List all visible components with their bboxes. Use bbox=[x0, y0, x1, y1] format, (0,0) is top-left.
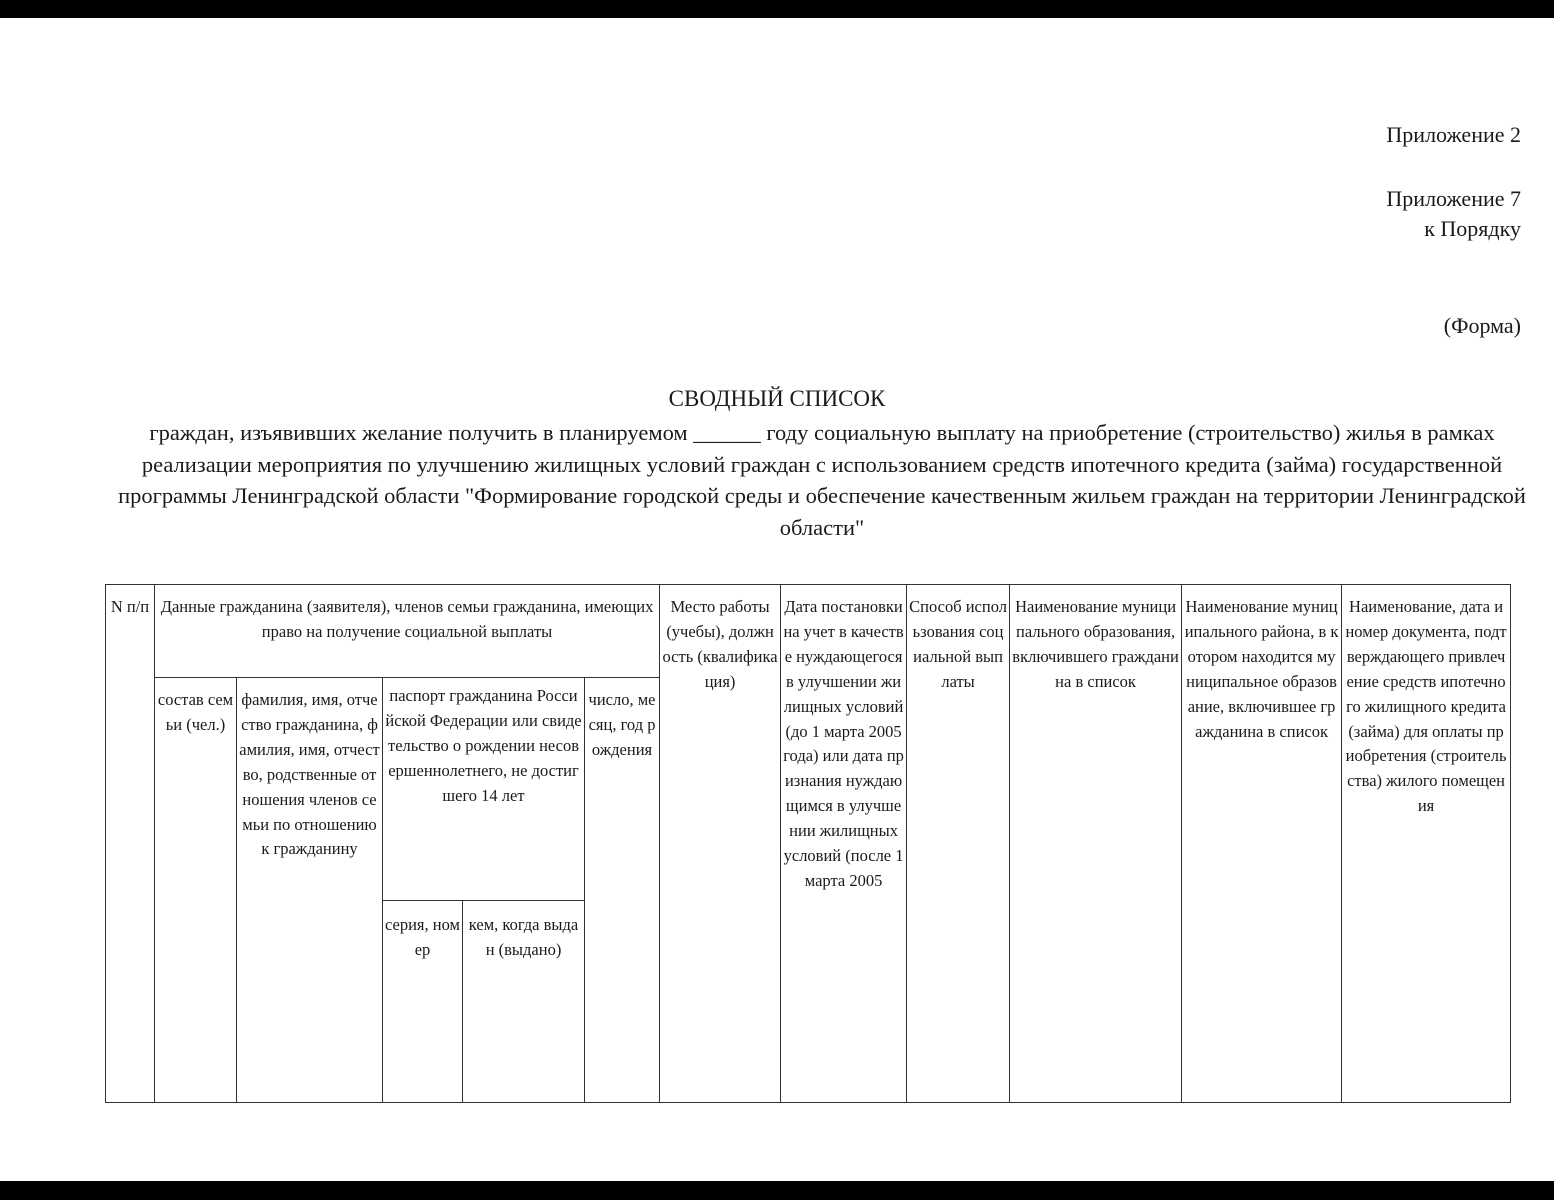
header-cell-full-name: фамилия, имя, отчество гражданина, фамилия, имя, отчество, родственные отношения членов семьи по отношению к гражданину bbox=[237, 678, 383, 1103]
header-cell-passport: паспорт гражданина Российской Федерации или свидетельство о рождении несовершеннолетнего, не достигшего 14 лет bbox=[383, 678, 585, 901]
header-cell-workplace: Место работы (учебы), должность (квалификация) bbox=[660, 585, 781, 1103]
appendix-7-block bbox=[1386, 184, 1521, 244]
form-label: (Форма) bbox=[1443, 313, 1521, 338]
header-cell-number: N п/п bbox=[106, 585, 155, 1103]
document-title: СВОДНЫЙ СПИСОК bbox=[668, 386, 886, 411]
document-subtitle: граждан, изъявивших желание получить в планируемом ______ году социальную выплату на приобретение (строительство) жилья в рамках реализации мероприятия по улучшению жилищных условий граждан с использованием средств ипотечного кредита (займа) государственной программы Ленинградской области "Формирование городской среды и обеспечение качественным жильем граждан на территории Ленинградской области" bbox=[118, 420, 1526, 540]
appendix-7-label: Приложение 7 bbox=[1386, 186, 1521, 211]
header-cell-series-number: серия, номер bbox=[383, 901, 463, 1103]
table-header-row-1 bbox=[106, 585, 1511, 678]
bottom-border-bar bbox=[0, 1181, 1554, 1200]
header-cell-registration-date: Дата постановки на учет в качестве нуждающегося в улучшении жилищных условий (до 1 марта 2005 года) или дата признания нуждающимся в улучшении жилищных условий (после 1 марта 2005 bbox=[781, 585, 907, 1103]
header-cell-citizen-data: Данные гражданина (заявителя), членов семьи гражданина, имеющих право на получение социальной выплаты bbox=[155, 585, 660, 678]
summary-list-table bbox=[105, 584, 1511, 1103]
appendix-7-procedure-label: к Порядку bbox=[1424, 216, 1521, 241]
header-cell-family-size: состав семьи (чел.) bbox=[155, 678, 237, 1103]
header-cell-document: Наименование, дата и номер документа, подтверждающего привлечение средств ипотечного жилищного кредита (займа) для оплаты приобретения (строительства) жилого помещения bbox=[1342, 585, 1511, 1103]
header-cell-usage-method: Способ использования социальной выплаты bbox=[907, 585, 1010, 1103]
header-cell-municipality: Наименование муниципального образования, включившего гражданина в список bbox=[1010, 585, 1182, 1103]
header-cell-district: Наименование муниципального района, в котором находится муниципальное образование, включившее гражданина в список bbox=[1182, 585, 1342, 1103]
header-cell-issued-by: кем, когда выдан (выдано) bbox=[463, 901, 585, 1103]
header-cell-birth-date: число, месяц, год рождения bbox=[585, 678, 660, 1103]
appendix-2-label: Приложение 2 bbox=[1386, 122, 1521, 147]
top-border-bar bbox=[0, 0, 1554, 18]
